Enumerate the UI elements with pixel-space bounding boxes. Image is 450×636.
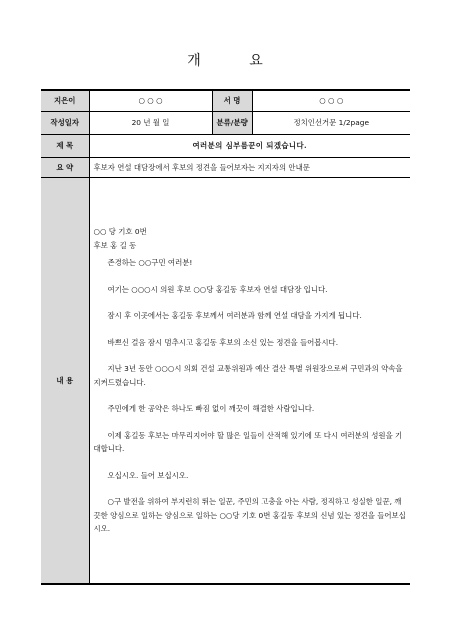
paragraph-2: 여기는 ○○○시 의원 후보 ○○당 홍길동 후보자 연설 대담장 입니다.	[107, 284, 328, 294]
paragraph-8: 오십시오. 들어 보십시오.	[107, 470, 189, 480]
author-value: ○ ○ ○	[89, 90, 212, 111]
paragraph-4: 바쁘신 걸음 잠시 멈추시고 홍길동 후보의 소신 있는 정견을 들어봅시다.	[107, 337, 339, 347]
paragraph-3: 잠시 후 이곳에서는 홍길동 후보께서 여러분과 함께 연설 대담을 가지게 됩니다.	[107, 311, 362, 320]
paragraph-7: 이제 홍길동 후보는 마무리지어야 할 많은 일들이 산적해 있기에 또 다시 여러분의 성원을 기대합니다.	[93, 430, 403, 453]
party-line: ○○ 당 기호 0번	[93, 227, 147, 236]
row-topic	[41, 134, 410, 157]
summary-label: 요 약	[41, 157, 89, 177]
date-label: 작성일자	[41, 111, 89, 134]
row-date	[41, 111, 410, 134]
topic-label: 제 목	[41, 134, 89, 157]
document-title: 개 요	[187, 53, 285, 69]
paragraph-1: 존경하는 ○○구민 여러분!	[107, 258, 193, 267]
row-content	[41, 177, 410, 584]
content-body	[89, 177, 410, 584]
category-label: 분류/분량	[212, 111, 252, 134]
paragraph-9: ○구 발전을 위하여 부지런히 뛰는 일꾼, 주민의 고충을 아는 사람, 정직하고 성실한 일꾼, 깨끗한 양심으로 일하는 양심으로 일하는 ○○당 기호 0번 홍길동 후보의 신념 있는 정견을 들어보십시오.	[93, 497, 406, 533]
content-label: 내 용	[41, 177, 89, 584]
topic-value: 여러분의 심부름꾼이 되겠습니다.	[89, 134, 410, 157]
signature-label: 서 명	[212, 90, 252, 111]
row-summary	[41, 157, 410, 177]
signature-value: ○ ○ ○	[252, 90, 410, 111]
author-label: 지은이	[41, 90, 89, 111]
category-value: 정치인선거문 1/2page	[252, 111, 410, 134]
row-author	[41, 90, 410, 111]
paragraph-5: 지난 3년 동안 ○○○시 의회 건설 교통위원과 예산 결산 특별 위원장으로써 구민과의 약속을 지켜드렸습니다.	[93, 364, 403, 387]
date-value: 20 년 월 일	[89, 111, 212, 134]
paragraph-6: 주민에게 한 공약은 하나도 빠짐 없이 깨끗이 해결한 사람입니다.	[107, 404, 315, 413]
summary-value: 후보자 연설 대담장에서 후보의 정견을 들어보자는 지지자의 안내문	[89, 157, 410, 177]
document-form-table	[41, 89, 410, 585]
candidate-line: 후보 홍 길 동	[93, 240, 137, 250]
